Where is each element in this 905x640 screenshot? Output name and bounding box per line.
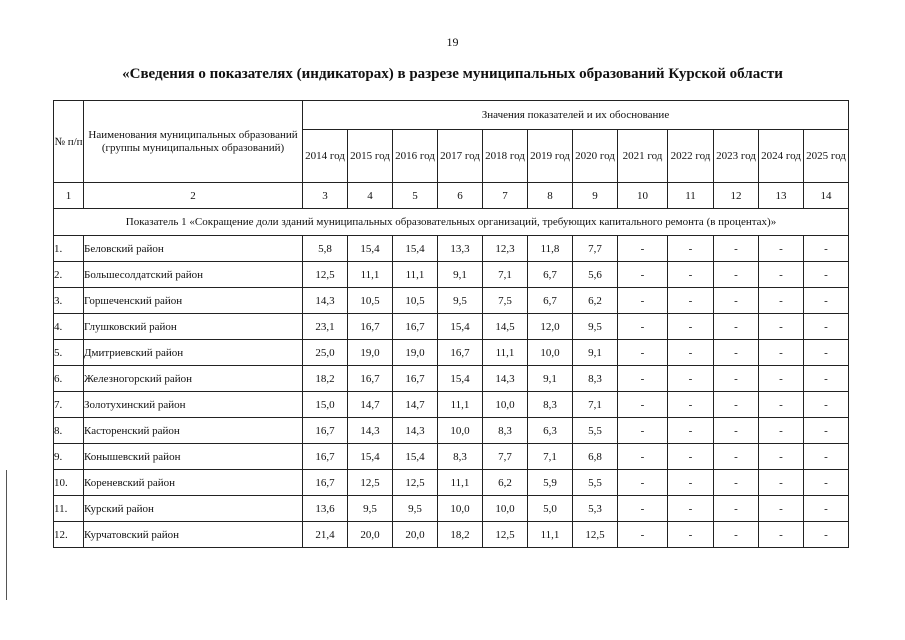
- value-cell: 12,5: [393, 470, 438, 496]
- year-header: 2023 год: [714, 130, 759, 183]
- document-title: «Сведения о показателях (индикаторах) в разрезе муниципальных образований Курской области: [122, 66, 783, 82]
- value-cell: -: [618, 236, 668, 262]
- value-cell: -: [804, 288, 849, 314]
- value-cell: -: [618, 444, 668, 470]
- value-cell: -: [668, 392, 714, 418]
- value-cell: -: [714, 496, 759, 522]
- value-cell: 10,0: [438, 418, 483, 444]
- value-cell: -: [668, 288, 714, 314]
- value-cell: 16,7: [348, 314, 393, 340]
- value-cell: -: [714, 470, 759, 496]
- value-cell: 10,0: [483, 392, 528, 418]
- value-cell: -: [618, 340, 668, 366]
- value-cell: 15,4: [393, 236, 438, 262]
- row-number: 4.: [54, 314, 84, 340]
- value-cell: 19,0: [393, 340, 438, 366]
- row-number: 7.: [54, 392, 84, 418]
- row-number: 5.: [54, 340, 84, 366]
- value-cell: 13,3: [438, 236, 483, 262]
- value-cell: -: [759, 522, 804, 548]
- value-cell: -: [714, 392, 759, 418]
- column-index-cell: 7: [483, 183, 528, 209]
- row-number: 9.: [54, 444, 84, 470]
- row-number: 11.: [54, 496, 84, 522]
- value-cell: -: [804, 366, 849, 392]
- year-header: 2020 год: [573, 130, 618, 183]
- value-cell: -: [668, 366, 714, 392]
- value-cell: -: [759, 236, 804, 262]
- column-index-cell: 3: [303, 183, 348, 209]
- value-cell: -: [714, 444, 759, 470]
- value-cell: 14,3: [393, 418, 438, 444]
- value-cell: 5,5: [573, 418, 618, 444]
- column-index-cell: 1: [54, 183, 84, 209]
- value-cell: -: [804, 444, 849, 470]
- value-cell: -: [804, 262, 849, 288]
- value-cell: 14,3: [348, 418, 393, 444]
- table-row: [54, 522, 849, 548]
- value-cell: 6,8: [573, 444, 618, 470]
- header-values: Значения показателей и их обоснование: [303, 101, 849, 130]
- value-cell: 16,7: [348, 366, 393, 392]
- value-cell: 10,0: [483, 496, 528, 522]
- value-cell: 11,1: [393, 262, 438, 288]
- value-cell: 7,7: [483, 444, 528, 470]
- year-header: 2019 год: [528, 130, 573, 183]
- value-cell: 7,1: [483, 262, 528, 288]
- value-cell: 6,7: [528, 262, 573, 288]
- value-cell: -: [804, 314, 849, 340]
- value-cell: -: [759, 314, 804, 340]
- value-cell: 20,0: [348, 522, 393, 548]
- row-number: 12.: [54, 522, 84, 548]
- table-row: [54, 340, 849, 366]
- value-cell: -: [714, 522, 759, 548]
- value-cell: 11,1: [483, 340, 528, 366]
- value-cell: 11,1: [528, 522, 573, 548]
- municipality-name: Курчатовский район: [84, 522, 303, 548]
- value-cell: 7,1: [528, 444, 573, 470]
- year-header: 2016 год: [393, 130, 438, 183]
- header-number: № п/п: [54, 101, 84, 183]
- value-cell: 6,2: [573, 288, 618, 314]
- row-number: 3.: [54, 288, 84, 314]
- municipality-name: Конышевский район: [84, 444, 303, 470]
- table-row: [54, 366, 849, 392]
- table-row: [54, 496, 849, 522]
- row-number: 6.: [54, 366, 84, 392]
- value-cell: 14,7: [348, 392, 393, 418]
- value-cell: 8,3: [528, 392, 573, 418]
- year-header: 2015 год: [348, 130, 393, 183]
- column-index-cell: 6: [438, 183, 483, 209]
- value-cell: -: [714, 340, 759, 366]
- municipality-name: Железногорский район: [84, 366, 303, 392]
- year-header: 2024 год: [759, 130, 804, 183]
- value-cell: 16,7: [438, 340, 483, 366]
- column-index-cell: 12: [714, 183, 759, 209]
- municipality-name: Глушковский район: [84, 314, 303, 340]
- municipality-name: Кореневский район: [84, 470, 303, 496]
- value-cell: 14,3: [483, 366, 528, 392]
- value-cell: 14,7: [393, 392, 438, 418]
- scan-margin-line: [6, 470, 7, 600]
- column-index-cell: 13: [759, 183, 804, 209]
- value-cell: 5,3: [573, 496, 618, 522]
- value-cell: 12,5: [573, 522, 618, 548]
- value-cell: -: [668, 262, 714, 288]
- value-cell: -: [668, 340, 714, 366]
- value-cell: 12,5: [303, 262, 348, 288]
- value-cell: -: [804, 236, 849, 262]
- value-cell: -: [714, 418, 759, 444]
- column-index-cell: 10: [618, 183, 668, 209]
- value-cell: -: [618, 496, 668, 522]
- value-cell: 10,5: [393, 288, 438, 314]
- value-cell: 5,8: [303, 236, 348, 262]
- table-row: [54, 444, 849, 470]
- value-cell: -: [759, 444, 804, 470]
- value-cell: 11,1: [438, 470, 483, 496]
- municipality-name: Беловский район: [84, 236, 303, 262]
- value-cell: 6,3: [528, 418, 573, 444]
- row-number: 1.: [54, 236, 84, 262]
- value-cell: 11,1: [438, 392, 483, 418]
- column-index-cell: 14: [804, 183, 849, 209]
- value-cell: -: [714, 314, 759, 340]
- value-cell: 18,2: [438, 522, 483, 548]
- value-cell: 5,0: [528, 496, 573, 522]
- value-cell: 12,5: [348, 470, 393, 496]
- value-cell: 5,9: [528, 470, 573, 496]
- municipality-name: Золотухинский район: [84, 392, 303, 418]
- column-index-cell: 4: [348, 183, 393, 209]
- value-cell: 14,5: [483, 314, 528, 340]
- value-cell: -: [759, 470, 804, 496]
- value-cell: 15,4: [393, 444, 438, 470]
- value-cell: -: [618, 314, 668, 340]
- column-index-cell: 11: [668, 183, 714, 209]
- table-row: [54, 288, 849, 314]
- year-header: 2025 год: [804, 130, 849, 183]
- value-cell: -: [668, 522, 714, 548]
- value-cell: -: [668, 444, 714, 470]
- value-cell: -: [759, 340, 804, 366]
- column-index-cell: 8: [528, 183, 573, 209]
- value-cell: 21,4: [303, 522, 348, 548]
- table-row: [54, 470, 849, 496]
- value-cell: -: [618, 418, 668, 444]
- value-cell: 19,0: [348, 340, 393, 366]
- value-cell: -: [668, 314, 714, 340]
- value-cell: -: [714, 366, 759, 392]
- value-cell: -: [618, 470, 668, 496]
- municipality-name: Дмитриевский район: [84, 340, 303, 366]
- column-index-cell: 5: [393, 183, 438, 209]
- table-row: [54, 236, 849, 262]
- value-cell: 6,7: [528, 288, 573, 314]
- column-index-cell: 2: [84, 183, 303, 209]
- value-cell: -: [804, 496, 849, 522]
- municipality-name: Касторенский район: [84, 418, 303, 444]
- value-cell: 8,3: [483, 418, 528, 444]
- year-header: 2022 год: [668, 130, 714, 183]
- value-cell: -: [804, 470, 849, 496]
- value-cell: 5,6: [573, 262, 618, 288]
- value-cell: 13,6: [303, 496, 348, 522]
- value-cell: 20,0: [393, 522, 438, 548]
- value-cell: 9,1: [528, 366, 573, 392]
- value-cell: 16,7: [393, 314, 438, 340]
- value-cell: 10,0: [528, 340, 573, 366]
- municipality-name: Большесолдатский район: [84, 262, 303, 288]
- value-cell: 8,3: [438, 444, 483, 470]
- value-cell: 9,1: [573, 340, 618, 366]
- value-cell: 15,4: [438, 366, 483, 392]
- municipality-name: Горшеченский район: [84, 288, 303, 314]
- value-cell: 15,0: [303, 392, 348, 418]
- year-header: 2018 год: [483, 130, 528, 183]
- value-cell: 15,4: [438, 314, 483, 340]
- value-cell: -: [668, 470, 714, 496]
- value-cell: -: [618, 288, 668, 314]
- value-cell: 9,5: [438, 288, 483, 314]
- header-municipality-name: Наименования муниципальных образований (группы муниципальных образований): [84, 101, 303, 183]
- value-cell: 16,7: [303, 470, 348, 496]
- value-cell: -: [804, 522, 849, 548]
- row-number: 2.: [54, 262, 84, 288]
- value-cell: 9,5: [393, 496, 438, 522]
- value-cell: -: [668, 496, 714, 522]
- table-row: [54, 314, 849, 340]
- value-cell: -: [714, 288, 759, 314]
- value-cell: -: [804, 340, 849, 366]
- indicators-table: [53, 100, 849, 548]
- value-cell: -: [714, 262, 759, 288]
- value-cell: 7,7: [573, 236, 618, 262]
- value-cell: -: [759, 262, 804, 288]
- table-row: [54, 418, 849, 444]
- value-cell: 8,3: [573, 366, 618, 392]
- column-index-row: [54, 183, 849, 209]
- value-cell: -: [714, 236, 759, 262]
- value-cell: -: [759, 496, 804, 522]
- year-header: 2014 год: [303, 130, 348, 183]
- value-cell: -: [668, 418, 714, 444]
- value-cell: 14,3: [303, 288, 348, 314]
- value-cell: 7,1: [573, 392, 618, 418]
- value-cell: 9,1: [438, 262, 483, 288]
- value-cell: 10,0: [438, 496, 483, 522]
- value-cell: -: [618, 392, 668, 418]
- value-cell: -: [668, 236, 714, 262]
- value-cell: 15,4: [348, 444, 393, 470]
- table-row: [54, 262, 849, 288]
- value-cell: 16,7: [303, 418, 348, 444]
- value-cell: -: [804, 418, 849, 444]
- value-cell: 12,5: [483, 522, 528, 548]
- year-header: 2021 год: [618, 130, 668, 183]
- row-number: 10.: [54, 470, 84, 496]
- value-cell: 11,8: [528, 236, 573, 262]
- indicator-section-title: Показатель 1 «Сокращение доли зданий муниципальных образовательных организаций, требующих капитального ремонта (в процентах)»: [54, 209, 849, 236]
- value-cell: -: [759, 392, 804, 418]
- value-cell: -: [618, 522, 668, 548]
- value-cell: 10,5: [348, 288, 393, 314]
- value-cell: 12,3: [483, 236, 528, 262]
- value-cell: 11,1: [348, 262, 393, 288]
- value-cell: -: [618, 262, 668, 288]
- value-cell: -: [759, 288, 804, 314]
- value-cell: 15,4: [348, 236, 393, 262]
- value-cell: -: [759, 418, 804, 444]
- value-cell: 16,7: [303, 444, 348, 470]
- value-cell: 7,5: [483, 288, 528, 314]
- value-cell: -: [804, 392, 849, 418]
- municipality-name: Курский район: [84, 496, 303, 522]
- value-cell: 6,2: [483, 470, 528, 496]
- value-cell: 5,5: [573, 470, 618, 496]
- value-cell: 23,1: [303, 314, 348, 340]
- value-cell: 12,0: [528, 314, 573, 340]
- table-row: [54, 392, 849, 418]
- value-cell: 18,2: [303, 366, 348, 392]
- value-cell: 9,5: [573, 314, 618, 340]
- column-index-cell: 9: [573, 183, 618, 209]
- value-cell: -: [618, 366, 668, 392]
- value-cell: 16,7: [393, 366, 438, 392]
- value-cell: 9,5: [348, 496, 393, 522]
- value-cell: 25,0: [303, 340, 348, 366]
- row-number: 8.: [54, 418, 84, 444]
- year-header: 2017 год: [438, 130, 483, 183]
- value-cell: -: [759, 366, 804, 392]
- page-number: 19: [446, 35, 459, 49]
